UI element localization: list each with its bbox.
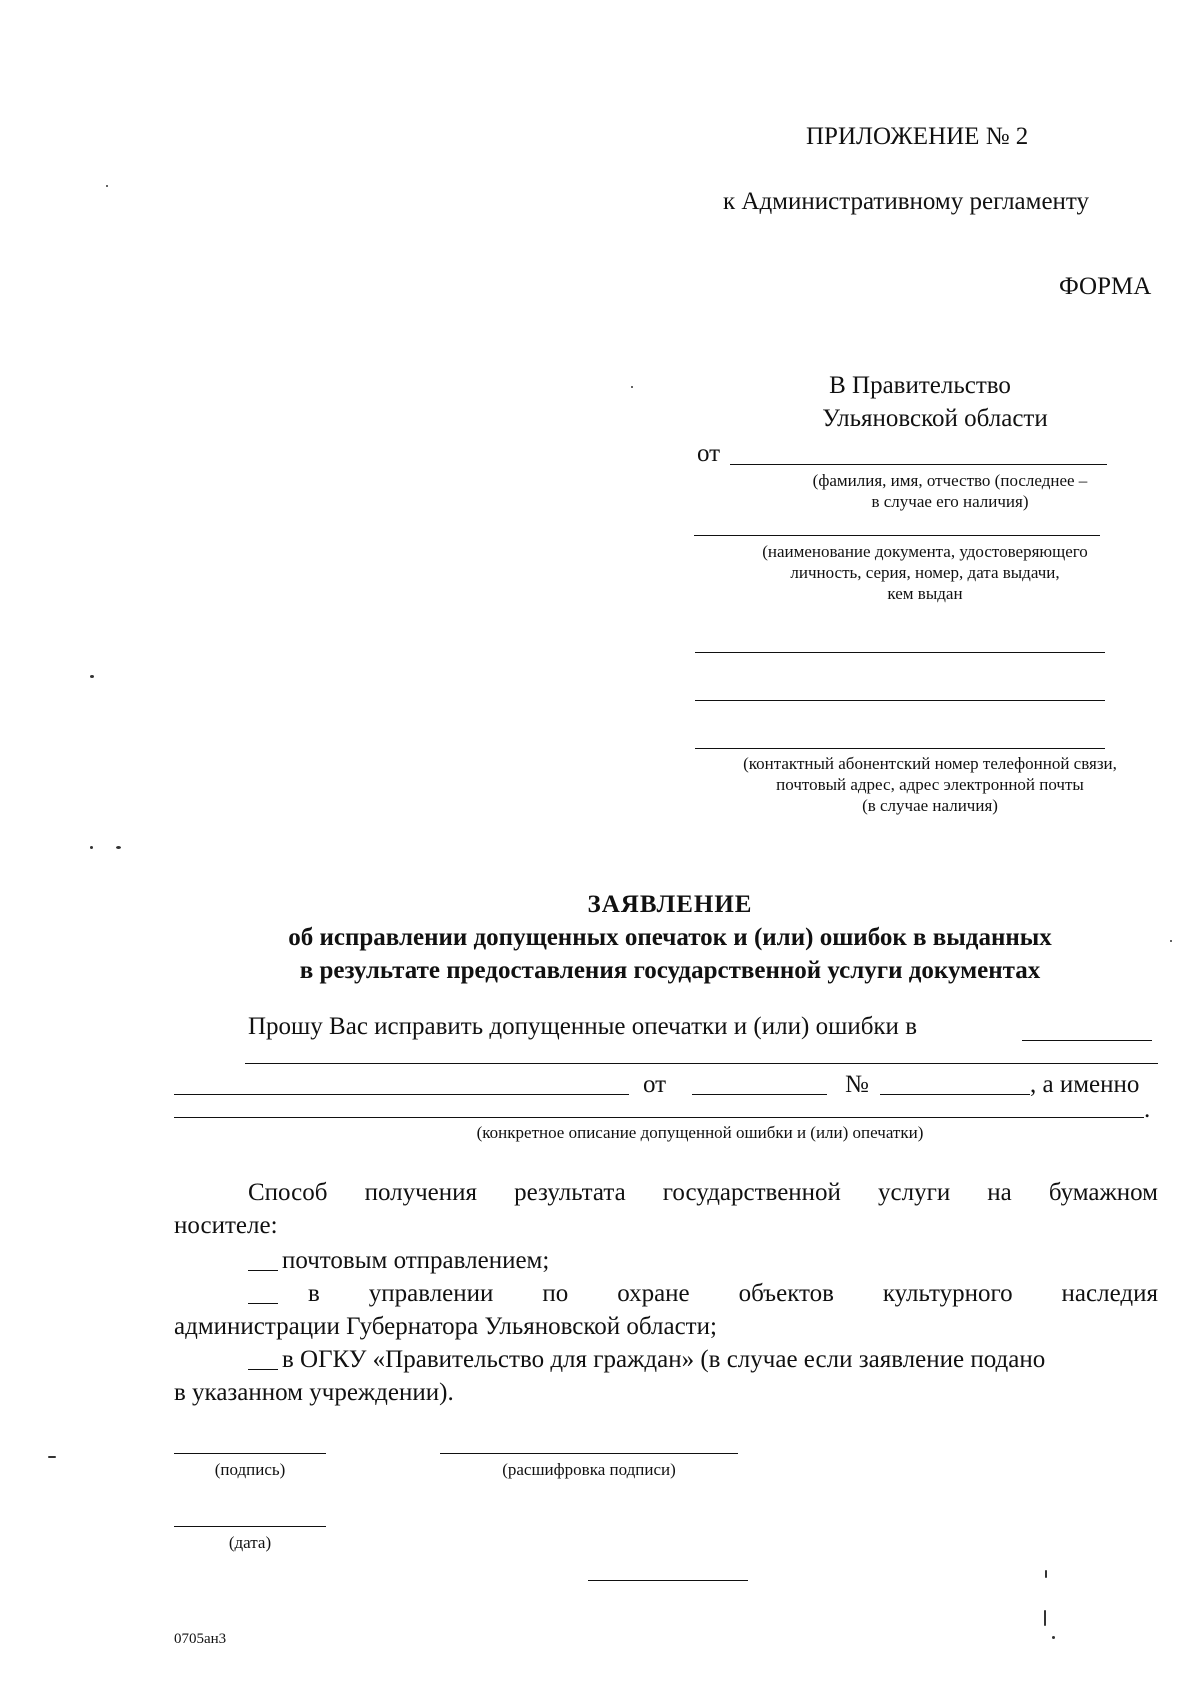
scan-speck [1045, 1570, 1047, 1578]
scan-speck [1170, 940, 1172, 942]
closing-separator-line [588, 1580, 748, 1581]
signature-label: (подпись) [214, 1460, 286, 1479]
scan-speck [1044, 1610, 1046, 1626]
scan-speck [631, 386, 633, 388]
option-heritage-label-line-2: администрации Губернатора Ульяновской области; [174, 1313, 717, 1340]
option-postal-checkbox[interactable] [248, 1270, 278, 1271]
signature-field-line[interactable] [174, 1453, 326, 1454]
fio-hint: (фамилия, имя, отчество (последнее – в случае его наличия) [812, 471, 1088, 511]
contact-field-line-1[interactable] [695, 652, 1105, 653]
contact-field-line-3[interactable] [695, 748, 1105, 749]
date-label: (дата) [228, 1533, 272, 1552]
request-text: Прошу Вас исправить допущенные опечатки и (или) ошибки в [248, 1013, 917, 1040]
document-name-field-line[interactable] [1022, 1040, 1152, 1041]
statement-subtitle-1: об исправлении допущенных опечаток и (или) ошибок в выданных [288, 924, 1052, 951]
scan-speck [90, 675, 94, 678]
description-field-line[interactable] [174, 1117, 1144, 1118]
contact-field-line-2[interactable] [695, 700, 1105, 701]
scan-speck [1052, 1636, 1055, 1639]
scan-speck [48, 1456, 56, 1458]
date-sign-field-line[interactable] [174, 1526, 326, 1527]
delivery-intro-line-1: Способ получения результата государственной услуги на бумажном [248, 1179, 1158, 1206]
signature-decoding-field-line[interactable] [440, 1453, 738, 1454]
addressee-line-2: Ульяновской области [822, 405, 1048, 432]
scan-speck [90, 846, 93, 849]
signature-decoding-label: (расшифровка подписи) [502, 1460, 676, 1479]
date-field-line[interactable] [692, 1094, 827, 1095]
option-postal-label: почтовым отправлением; [282, 1247, 550, 1274]
contacts-hint: (контактный абонентский номер телефонной связи, почтовый адрес, адрес электронной почты (в случае наличия) [743, 754, 1117, 815]
appendix-title: ПРИЛОЖЕНИЕ № 2 [806, 123, 1029, 150]
from-label: от [697, 440, 721, 467]
option-heritage-label-line-1: в управлении по охране объектов культурного наследия [308, 1280, 1158, 1307]
option-heritage-checkbox[interactable] [248, 1303, 278, 1304]
from-word: от [643, 1071, 667, 1098]
document-name-field-line-2[interactable] [245, 1063, 1158, 1064]
number-field-line[interactable] [880, 1094, 1030, 1095]
document-code: 0705ан3 [174, 1631, 227, 1647]
appendix-reference: к Административному регламенту [723, 188, 1090, 215]
option-ogku-checkbox[interactable] [248, 1369, 278, 1370]
statement-title: ЗАЯВЛЕНИЕ [587, 891, 753, 918]
form-label: ФОРМА [1059, 273, 1152, 300]
delivery-intro-line-2: носителе: [174, 1212, 278, 1239]
description-hint: (конкретное описание допущенной ошибки и (или) опечатки) [476, 1123, 924, 1142]
number-sign: № [845, 1071, 869, 1098]
option-ogku-label-line-2: в указанном учреждении). [174, 1379, 454, 1406]
document-hint: (наименование документа, удостоверяющего личность, серия, номер, дата выдачи, кем выдан [762, 542, 1088, 603]
document-title-field-line[interactable] [174, 1094, 629, 1095]
document-field-line[interactable] [694, 535, 1100, 536]
scan-speck [116, 846, 121, 849]
addressee-line-1: В Правительство [829, 372, 1011, 399]
option-ogku-label-line-1: в ОГКУ «Правительство для граждан» (в случае если заявление подано [282, 1346, 1046, 1373]
statement-subtitle-2: в результате предоставления государственной услуги документах [299, 957, 1041, 984]
namely-text: , а именно [1030, 1071, 1140, 1098]
description-period: . [1144, 1096, 1151, 1123]
scan-speck [106, 185, 108, 187]
fio-field-line[interactable] [730, 464, 1107, 465]
